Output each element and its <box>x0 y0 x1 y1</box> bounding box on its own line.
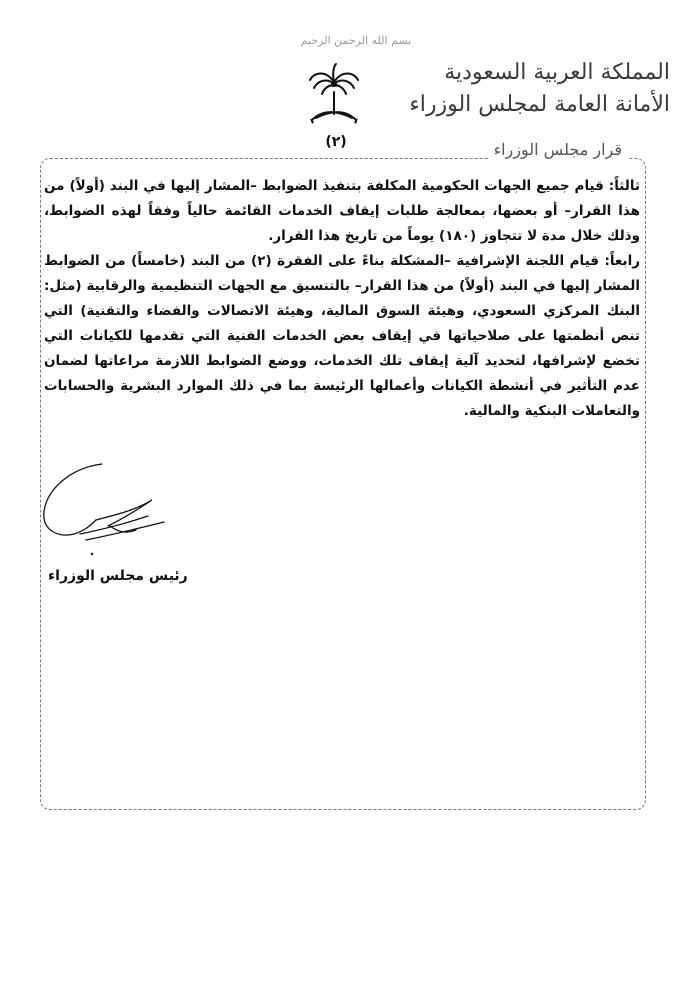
page-number: (٢) <box>325 134 347 150</box>
handwritten-signature <box>40 460 180 570</box>
clause-fourth: رابعاً: قيام اللجنة الإشرافية –المشكلة بناءً على الفقرة (٢) من البند (خامساً) من الضوابط المشار إليها في البند (أولاً) من هذا القرار– بالتنسيق مع الجهات التنظيمية والرقابية (مثل: البنك المركزي السعودي، وهيئة السوق المالية، وهيئة الاتصالات والفضاء والتقنية) التي تنص أنظمتها على صلاحياتها في إيقاف بعض الخدمات الفنية التي تقدمها للكيانات التي تخضع لإشرافها، لتحديد آلية إيقاف تلك الخدمات، ووضع الضوابط اللازمة مراعاتها لضمان عدم التأثير في أنشطة الكيانات وأعمالها الرئيسة بما في ذلك الموارد البشرية والحسابات والتعاملات البنكية والمالية. <box>44 253 640 419</box>
organization-name: المملكة العربية السعودية <box>444 60 670 85</box>
basmala: بسم الله الرحمن الرحيم <box>300 34 412 47</box>
decision-label: قرار مجلس الوزراء <box>488 140 628 159</box>
organization-secretariat: الأمانة العامة لمجلس الوزراء <box>409 92 670 117</box>
document-body <box>44 174 640 424</box>
palm-and-swords-emblem-icon <box>306 62 362 128</box>
clause-third: ثالثاً: قيام جميع الجهات الحكومية المكلفة بتنفيذ الضوابط –المشار إليها في البند (أولاً) من هذا القرار– أو بعضها، بمعالجة طلبات إيقاف الخدمات القائمة حالياً وفقاً لهذه الضوابط، وذلك خلال مدة لا تتجاوز (١٨٠) يوماً من تاريخ هذا القرار. <box>44 178 640 244</box>
signer-title: رئيس مجلس الوزراء <box>48 568 188 584</box>
